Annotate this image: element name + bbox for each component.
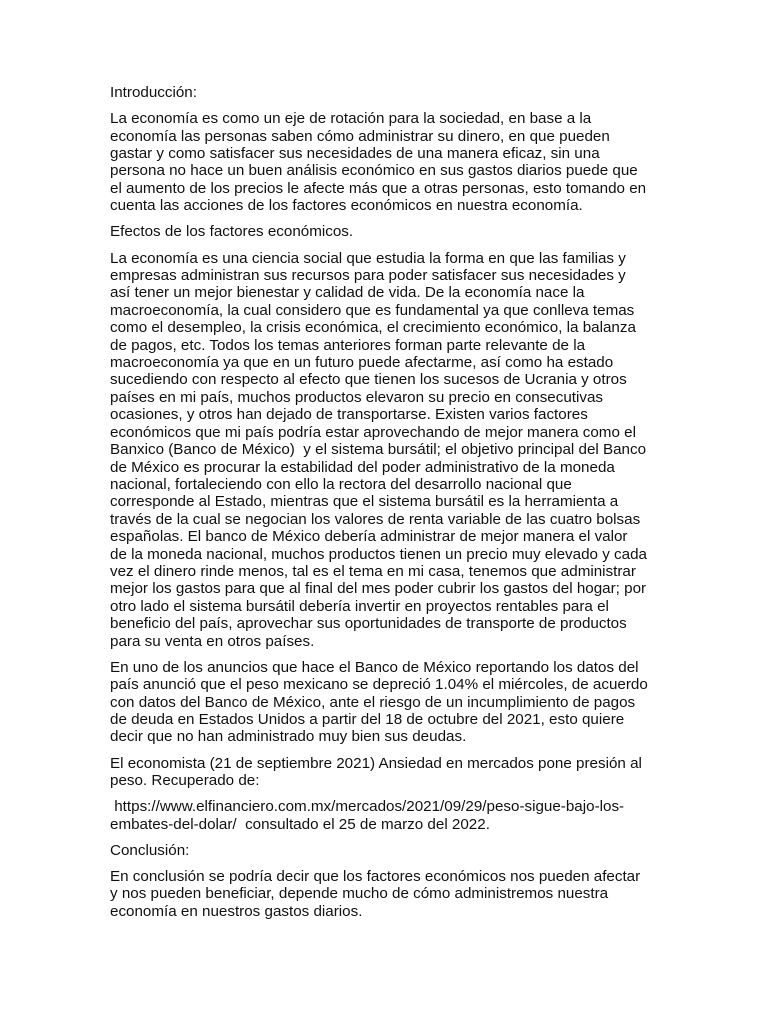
citation-paragraph: El economista (21 de septiembre 2021) Ansiedad en mercados pone presión al peso. Recuperado de: — [110, 754, 642, 790]
url-paragraph: https://www.elfinanciero.com.mx/mercados/2021/09/29/peso-sigue-bajo-los- embates-del-dolar/ consultado el 25 de marzo del 2022. — [110, 798, 625, 833]
section-heading: Efectos de los factores económicos. — [110, 223, 354, 241]
document-page — [110, 84, 650, 929]
conclusion-paragraph: En conclusión se podría decir que los factores económicos nos pueden afectar y nos pueden beneficiar, depende mucho de cómo administremos nuestra economía en nuestros gastos diarios. — [110, 868, 641, 920]
intro-heading: Introducción: — [110, 84, 197, 101]
news-paragraph: En uno de los anuncios que hace el Banco de México reportando los datos del país anunció que el peso mexicano se depreció 1.04% el miércoles, de acuerdo con datos del Banco de México, ante el riesgo de un incumplimiento de pagos de deuda en Estados Unidos a partir del 18 de octubre del 2021, esto quiere decir que no han administrado muy bien sus deudas. — [110, 658, 648, 746]
intro-paragraph: La economía es como un eje de rotación para la sociedad, en base a la economía las personas saben cómo administrar su dinero, en que pueden gastar y como satisfacer sus necesidades de una manera eficaz, sin una persona no hace un buen análisis económico en sus gastos diarios puede que el aumento de los precios le afecte más que a otras personas, esto tomando en cuenta las acciones de los factores económicos en nuestra economía. — [110, 110, 647, 215]
conclusion-heading: Conclusión: — [110, 841, 190, 859]
body-paragraph: La economía es una ciencia social que estudia la forma en que las familias y empresas administran sus recursos para poder satisfacer sus necesidades y así tener un mejor bienestar y calidad de vida. De la economía nace la macroeconomía, la cual considero que es fundamental ya que conlleva temas como el desempleo, la crisis económica, el crecimiento económico, la balanza de pagos, etc. Todos los temas anteriores forman parte relevante de la macroeconomía ya que en un futuro puede afectarme, así como ha estado sucediendo con respecto al efecto que tienen los sucesos de Ucrania y otros países en mi país, muchos productos elevaron su precio en consecutivas ocasiones, y otros han dejado de transportarse. Existen varios factores económicos que mi país podría estar aprovechando de mejor manera como el Banxico (Banco de México) y el sistema bursátil; el objetivo principal del Banco de México es procurar la estabilidad del poder administrativo de la moneda nacional, fortaleciendo con ello la rectora del desarrollo nacional que corresponde al Estado, mientras que el sistema bursátil es la herramienta a través de la cual se negocian los valores de renta variable de las cuatro bolsas españolas. El banco de México debería administrar de mejor manera el valor de la moneda nacional, muchos productos tienen un precio muy elevado y cada vez el dinero rinde menos, tal es el tema en mi casa, tenemos que administrar mejor los gastos para que al final del mes poder cubrir los gastos del hogar; por otro lado el sistema bursátil debería invertir en proyectos rentables para el beneficio del país, aprovechar sus oportunidades de transporte de productos para su venta en otros países. — [110, 249, 647, 650]
